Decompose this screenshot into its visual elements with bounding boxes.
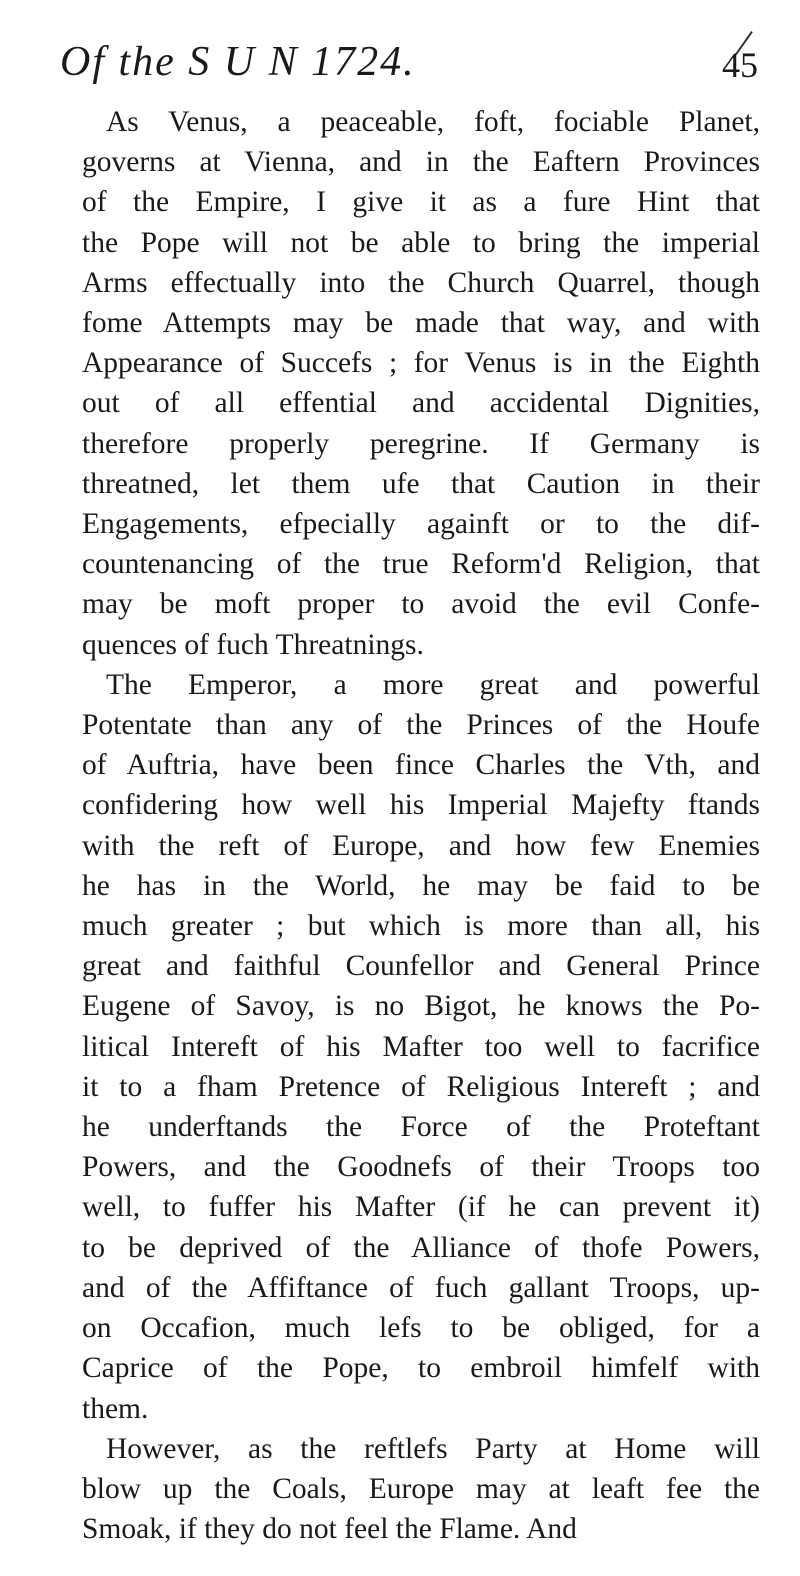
text-line: Eugene of Savoy, is no Bigot, he knows the Po- — [82, 990, 760, 1023]
text-line: governs at Vienna, and in the Eaftern Provinces — [82, 146, 760, 179]
text-line: Potentate than any of the Princes of the Houfe — [82, 709, 760, 742]
text-line: of Auftria, have been fince Charles the Vth, and — [82, 749, 760, 782]
paragraph-venus — [58, 102, 760, 665]
text-line: he underftands the Force of the Proteftant — [82, 1111, 760, 1144]
page-number: 45 — [722, 45, 758, 85]
paragraph-emperor — [58, 665, 760, 1429]
page-header — [60, 38, 758, 98]
text-line: Smoak, if they do not feel the Flame. And — [82, 1513, 577, 1546]
text-line: much greater ; but which is more than all, his — [82, 910, 760, 943]
text-line: Powers, and the Goodnefs of their Troops too — [82, 1151, 760, 1184]
text-line: As Venus, a peaceable, foft, fociable Planet, — [106, 106, 760, 138]
text-line: well, to fuffer his Mafter (if he can prevent it) — [82, 1191, 760, 1224]
text-line: of the Empire, I give it as a fure Hint that — [82, 186, 760, 219]
text-line: out of all effential and accidental Dignities, — [82, 387, 760, 420]
text-line: The Emperor, a more great and powerful — [106, 668, 760, 701]
text-line: on Occafion, much lefs to be obliged, for a — [82, 1312, 760, 1345]
text-line: Arms effectually into the Church Quarrel, though — [82, 266, 760, 299]
text-line: countenancing of the true Reform'd Religion, that — [82, 548, 760, 581]
text-line: fome Attempts may be made that way, and with — [82, 307, 760, 340]
text-line: Caprice of the Pope, to embroil himfelf with — [82, 1352, 760, 1385]
paragraph-however — [58, 1429, 760, 1550]
text-line: However, as the reftlefs Party at Home will — [106, 1432, 760, 1465]
text-line: Engagements, efpecially againft or to the dif- — [82, 508, 760, 541]
body-text — [58, 102, 760, 1549]
running-head: Of the S U N 1724. — [60, 39, 416, 85]
text-line: them. — [82, 1392, 149, 1425]
text-line: great and faithful Counfellor and General Prince — [82, 950, 760, 983]
text-line: litical Intereft of his Mafter too well to facrifice — [82, 1030, 760, 1063]
text-line: it to a fham Pretence of Religious Intereft ; and — [82, 1070, 760, 1103]
text-line: to be deprived of the Alliance of thofe Powers, — [82, 1231, 760, 1264]
text-line: with the reft of Europe, and how few Enemies — [82, 829, 760, 862]
text-line: Appearance of Succefs ; for Venus is in the Eighth — [82, 347, 760, 380]
text-line: quences of fuch Threatnings. — [82, 628, 424, 661]
text-line: confidering how well his Imperial Majefty ftands — [82, 789, 760, 822]
text-line: blow up the Coals, Europe may at leaft fee the — [82, 1472, 760, 1505]
text-line: therefore properly peregrine. If Germany is — [82, 427, 760, 460]
text-line: may be moft proper to avoid the evil Confe- — [82, 588, 760, 621]
text-line: threatned, let them ufe that Caution in their — [82, 467, 760, 500]
text-line: and of the Affiftance of fuch gallant Troops, up- — [82, 1271, 760, 1304]
text-line: the Pope will not be able to bring the imperial — [82, 226, 760, 259]
text-line: he has in the World, he may be faid to be — [82, 869, 760, 902]
